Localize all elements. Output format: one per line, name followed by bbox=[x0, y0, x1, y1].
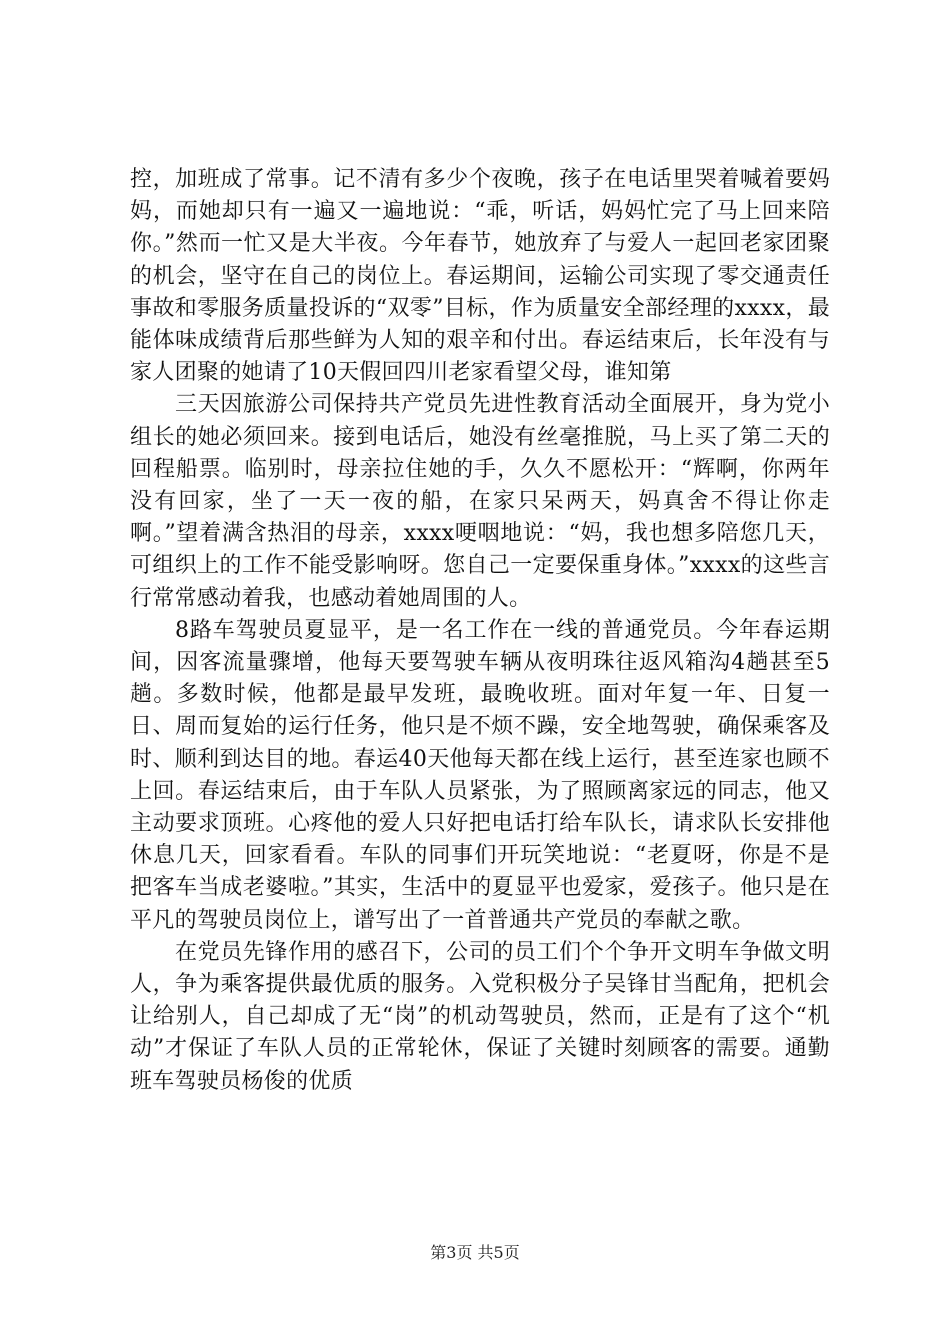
paragraph-3: 8路车驾驶员夏显平，是一名工作在一线的普通党员。今年春运期间，因客流量骤增，他每天要驾驶车辆从夜明珠往返风箱沟4趟甚至5趟。多数时候，他都是最早发班，最晚收班。面对年复一年、日复一日、周而复始的运行任务，他只是不烦不躁，安全地驾驶，确保乘客及时、顺利到达目的地。春运40天他每天都在线上运行，甚至连家也顾不上回。春运结束后，由于车队人员紧张，为了照顾离家远的同志，他又主动要求顶班。心疼他的爱人只好把电话打给车队长，请求队长安排他休息几天，回家看看。车队的同事们开玩笑地说：“老夏呀，你是不是把客车当成老婆啦。”其实，生活中的夏显平也爱家，爱孩子。他只是在平凡的驾驶员岗位上，谱写出了一首普通共产党员的奉献之歌。 bbox=[130, 617, 830, 933]
paragraph-4: 在党员先锋作用的感召下，公司的员工们个个争开文明车争做文明人，争为乘客提供最优质的服务。入党积极分子吴锋甘当配角，把机会让给别人，自己却成了无“岗”的机动驾驶员，然而，正是有了这个“机动”才保证了车队人员的正常轮休，保证了关键时刻顾客的需要。通勤班车驾驶员杨俊的优质 bbox=[130, 939, 830, 1094]
document-body bbox=[130, 164, 830, 1098]
paragraph-2: 三天因旅游公司保持共产党员先进性教育活动全面展开，身为党小组长的她必须回来。接到电话后，她没有丝毫推脱，马上买了第二天的回程船票。临别时，母亲拉住她的手，久久不愿松开：“辉啊，你两年没有回家，坐了一天一夜的船，在家只呆两天，妈真舍不得让你走啊。”望着满含热泪的母亲，xxxx哽咽地说：“妈，我也想多陪您几天，可组织上的工作不能受影响呀。您自己一定要保重身体。”xxxx的这些言行常常感动着我，也感动着她周围的人。 bbox=[130, 392, 830, 611]
paragraph-1: 控，加班成了常事。记不清有多少个夜晚，孩子在电话里哭着喊着要妈妈，而她却只有一遍又一遍地说：“乖，听话，妈妈忙完了马上回来陪你。”然而一忙又是大半夜。今年春节，她放弃了与爱人一起回老家团聚的机会，坚守在自己的岗位上。春运期间，运输公司实现了零交通责任事故和零服务质量投诉的“双零”目标，作为质量安全部经理的xxxx，最能体味成绩背后那些鲜为人知的艰辛和付出。春运结束后，长年没有与家人团聚的她请了10天假回四川老家看望父母，谁知第 bbox=[130, 167, 830, 386]
page-number-footer: 第3页 共5页 bbox=[430, 1243, 520, 1262]
